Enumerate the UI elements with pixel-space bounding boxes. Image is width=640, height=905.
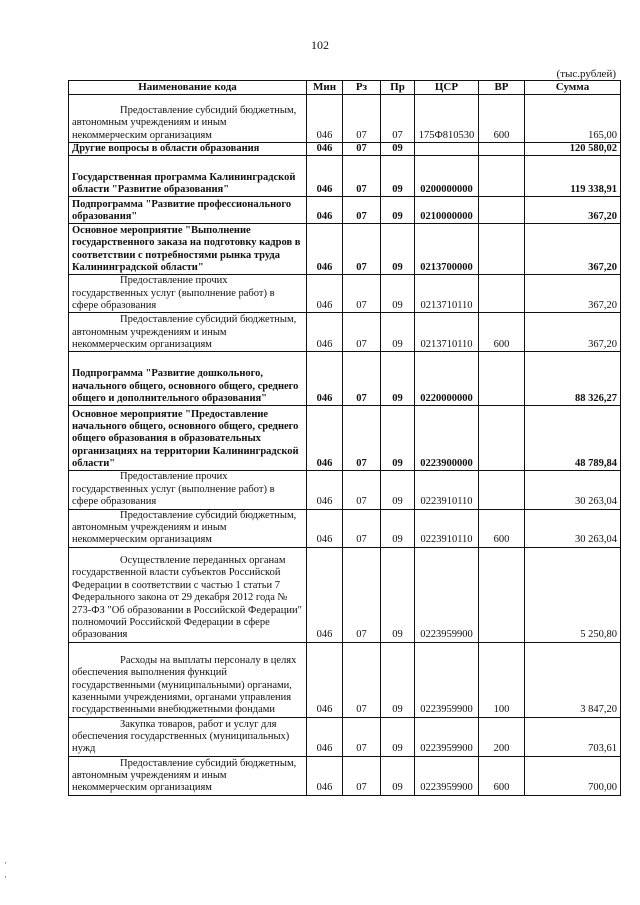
cell-pr: 09 bbox=[381, 642, 415, 717]
cell-min: 046 bbox=[307, 313, 343, 352]
cell-sum: 367,20 bbox=[525, 224, 621, 275]
header-pr: Пр bbox=[381, 81, 415, 95]
cell-min: 046 bbox=[307, 509, 343, 547]
cell-sum: 367,20 bbox=[525, 275, 621, 313]
cell-min: 046 bbox=[307, 717, 343, 756]
cell-vr bbox=[479, 142, 525, 155]
cell-rz: 07 bbox=[343, 352, 381, 406]
cell-sum: 165,00 bbox=[525, 94, 621, 142]
cell-csr: 0210000000 bbox=[415, 197, 479, 224]
cell-rz: 07 bbox=[343, 717, 381, 756]
cell-rz: 07 bbox=[343, 94, 381, 142]
cell-sum: 367,20 bbox=[525, 313, 621, 352]
cell-csr: 0213710110 bbox=[415, 275, 479, 313]
cell-min: 046 bbox=[307, 224, 343, 275]
table-row bbox=[69, 717, 621, 756]
cell-sum: 5 250,80 bbox=[525, 547, 621, 642]
cell-pr: 09 bbox=[381, 756, 415, 795]
cell-min: 046 bbox=[307, 406, 343, 471]
scan-mark: · bbox=[4, 872, 7, 882]
cell-pr: 09 bbox=[381, 406, 415, 471]
cell-vr bbox=[479, 547, 525, 642]
cell-vr: 600 bbox=[479, 756, 525, 795]
cell-sum: 3 847,20 bbox=[525, 642, 621, 717]
cell-rz: 07 bbox=[343, 547, 381, 642]
header-vr: ВР bbox=[479, 81, 525, 95]
cell-rz: 07 bbox=[343, 642, 381, 717]
table-row bbox=[69, 313, 621, 352]
header-rz: Рз bbox=[343, 81, 381, 95]
cell-csr: 0223959900 bbox=[415, 547, 479, 642]
cell-rz: 07 bbox=[343, 756, 381, 795]
cell-name: Предоставление прочих государственных услуг (выполнение работ) в сфере образования bbox=[69, 471, 307, 509]
cell-rz: 07 bbox=[343, 406, 381, 471]
cell-name: Закупка товаров, работ и услуг для обеспечения государственных (муниципальных) нужд bbox=[69, 717, 307, 756]
cell-pr: 09 bbox=[381, 156, 415, 197]
cell-pr: 09 bbox=[381, 224, 415, 275]
cell-name: Подпрограмма "Развитие профессионального образования" bbox=[69, 197, 307, 224]
cell-sum: 48 789,84 bbox=[525, 406, 621, 471]
cell-csr: 0213710110 bbox=[415, 313, 479, 352]
table-row bbox=[69, 509, 621, 547]
table-row bbox=[69, 406, 621, 471]
table-row bbox=[69, 352, 621, 406]
cell-csr: 0223900000 bbox=[415, 406, 479, 471]
cell-rz: 07 bbox=[343, 471, 381, 509]
cell-name: Предоставление субсидий бюджетным, автономным учреждениям и иным некоммерческим организациям bbox=[69, 94, 307, 142]
cell-csr: 0220000000 bbox=[415, 352, 479, 406]
cell-rz: 07 bbox=[343, 156, 381, 197]
cell-name: Расходы на выплаты персоналу в целях обеспечения выполнения функций государственными (муниципальными) органами, казенными учреждениями, органами управления государственными внебюджетными фондами bbox=[69, 642, 307, 717]
cell-sum: 119 338,91 bbox=[525, 156, 621, 197]
cell-vr bbox=[479, 197, 525, 224]
cell-vr: 600 bbox=[479, 313, 525, 352]
cell-sum: 703,61 bbox=[525, 717, 621, 756]
table-row bbox=[69, 142, 621, 155]
table-row bbox=[69, 756, 621, 795]
cell-csr: 0223959900 bbox=[415, 642, 479, 717]
cell-rz: 07 bbox=[343, 509, 381, 547]
header-csr: ЦСР bbox=[415, 81, 479, 95]
cell-name: Осуществление переданных органам государственной власти субъектов Российской Федерации в соответствии с частью 1 статьи 7 Федерального закона от 29 декабря 2012 года № 273-ФЗ "Об образовании в Российской Федерации" полномочий Российской Федерации в сфере образования bbox=[69, 547, 307, 642]
table-row bbox=[69, 197, 621, 224]
cell-sum: 88 326,27 bbox=[525, 352, 621, 406]
cell-pr: 09 bbox=[381, 142, 415, 155]
cell-name: Предоставление субсидий бюджетным, автономным учреждениям и иным некоммерческим организациям bbox=[69, 313, 307, 352]
cell-csr bbox=[415, 142, 479, 155]
table-row bbox=[69, 275, 621, 313]
table-row bbox=[69, 471, 621, 509]
cell-pr: 09 bbox=[381, 275, 415, 313]
cell-rz: 07 bbox=[343, 197, 381, 224]
budget-table bbox=[68, 80, 621, 796]
cell-csr: 0223910110 bbox=[415, 509, 479, 547]
cell-vr bbox=[479, 224, 525, 275]
cell-pr: 09 bbox=[381, 352, 415, 406]
cell-pr: 07 bbox=[381, 94, 415, 142]
cell-name: Государственная программа Калининградской области "Развитие образования" bbox=[69, 156, 307, 197]
header-sum: Сумма bbox=[525, 81, 621, 95]
cell-min: 046 bbox=[307, 642, 343, 717]
cell-pr: 09 bbox=[381, 509, 415, 547]
scan-mark: · bbox=[4, 858, 7, 868]
cell-pr: 09 bbox=[381, 197, 415, 224]
cell-min: 046 bbox=[307, 142, 343, 155]
cell-vr: 600 bbox=[479, 94, 525, 142]
cell-csr: 0223959900 bbox=[415, 717, 479, 756]
cell-min: 046 bbox=[307, 94, 343, 142]
cell-name: Основное мероприятие "Выполнение государственного заказа на подготовку кадров в соответствии с потребностями рынка труда Калининградской области" bbox=[69, 224, 307, 275]
cell-rz: 07 bbox=[343, 275, 381, 313]
cell-min: 046 bbox=[307, 756, 343, 795]
cell-name: Другие вопросы в области образования bbox=[69, 142, 307, 155]
cell-vr bbox=[479, 352, 525, 406]
cell-min: 046 bbox=[307, 352, 343, 406]
cell-min: 046 bbox=[307, 275, 343, 313]
cell-sum: 30 263,04 bbox=[525, 471, 621, 509]
page-number: 102 bbox=[311, 38, 329, 52]
table-body bbox=[69, 94, 621, 795]
cell-min: 046 bbox=[307, 471, 343, 509]
cell-csr: 0223910110 bbox=[415, 471, 479, 509]
cell-name: Предоставление субсидий бюджетным, автономным учреждениям и иным некоммерческим организациям bbox=[69, 509, 307, 547]
cell-sum: 30 263,04 bbox=[525, 509, 621, 547]
cell-pr: 09 bbox=[381, 471, 415, 509]
cell-vr bbox=[479, 471, 525, 509]
cell-name: Основное мероприятие "Предоставление начального общего, основного общего, среднего общего образования в образовательных организациях на территории Калининградской области" bbox=[69, 406, 307, 471]
cell-vr bbox=[479, 156, 525, 197]
cell-min: 046 bbox=[307, 197, 343, 224]
table-header-row bbox=[69, 81, 621, 95]
cell-vr: 200 bbox=[479, 717, 525, 756]
cell-min: 046 bbox=[307, 156, 343, 197]
cell-name: Предоставление субсидий бюджетным, автономным учреждениям и иным некоммерческим организациям bbox=[69, 756, 307, 795]
cell-csr: 0223959900 bbox=[415, 756, 479, 795]
cell-sum: 700,00 bbox=[525, 756, 621, 795]
cell-pr: 09 bbox=[381, 313, 415, 352]
units-label: (тыс.рублей) bbox=[556, 68, 616, 80]
cell-sum: 367,20 bbox=[525, 197, 621, 224]
cell-csr: 175Ф810530 bbox=[415, 94, 479, 142]
cell-rz: 07 bbox=[343, 142, 381, 155]
table-row bbox=[69, 224, 621, 275]
cell-rz: 07 bbox=[343, 224, 381, 275]
cell-vr: 100 bbox=[479, 642, 525, 717]
cell-csr: 0200000000 bbox=[415, 156, 479, 197]
header-name: Наименование кода bbox=[69, 81, 307, 95]
cell-csr: 0213700000 bbox=[415, 224, 479, 275]
cell-name: Подпрограмма "Развитие дошкольного, начального общего, основного общего, среднего общего и дополнительного образования" bbox=[69, 352, 307, 406]
table-row bbox=[69, 156, 621, 197]
table-row bbox=[69, 547, 621, 642]
cell-min: 046 bbox=[307, 547, 343, 642]
table-row bbox=[69, 94, 621, 142]
cell-rz: 07 bbox=[343, 313, 381, 352]
cell-vr bbox=[479, 275, 525, 313]
table-row bbox=[69, 642, 621, 717]
cell-name: Предоставление прочих государственных услуг (выполнение работ) в сфере образования bbox=[69, 275, 307, 313]
cell-vr: 600 bbox=[479, 509, 525, 547]
cell-vr bbox=[479, 406, 525, 471]
cell-pr: 09 bbox=[381, 717, 415, 756]
cell-sum: 120 580,02 bbox=[525, 142, 621, 155]
header-min: Мин bbox=[307, 81, 343, 95]
cell-pr: 09 bbox=[381, 547, 415, 642]
